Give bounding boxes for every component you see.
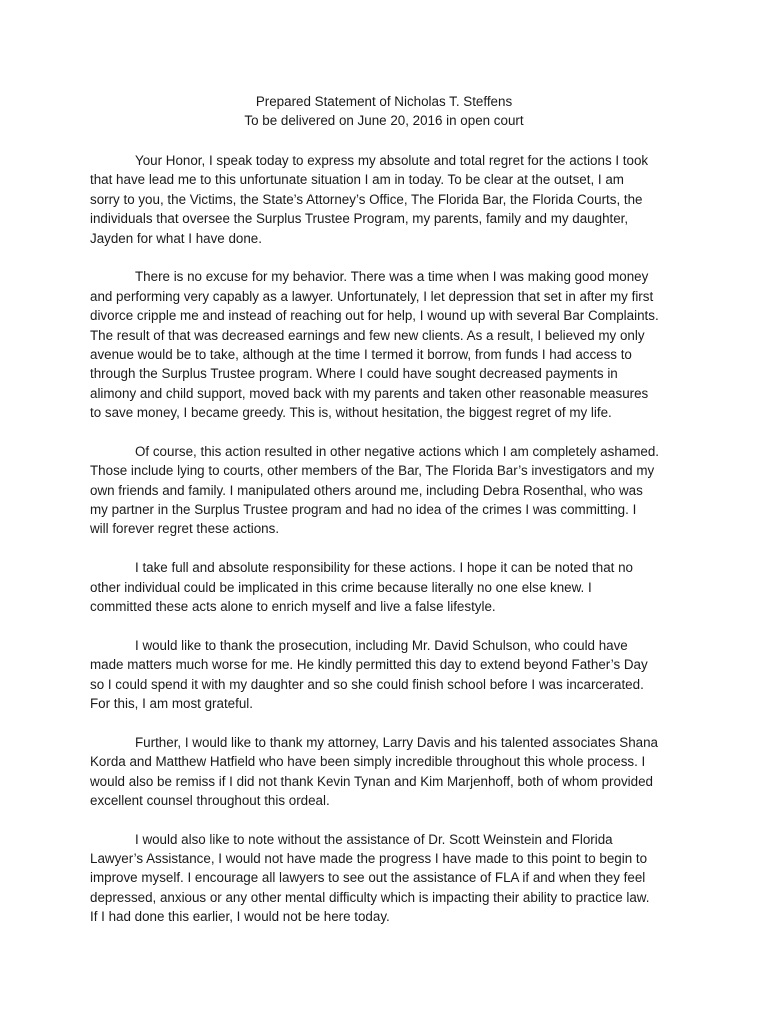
paragraph-line: Further, I would like to thank my attorney, Larry Davis and his talented associates Shana (135, 734, 658, 750)
paragraph-line: that have lead me to this unfortunate situation I am in today. To be clear at the outset, I am (90, 172, 624, 188)
paragraph-line: depressed, anxious or any other mental difficulty which is impacting their ability to practice law. (90, 889, 650, 905)
paragraph-line: Korda and Matthew Hatfield who have been simply incredible throughout this whole process. I (90, 754, 646, 770)
document-header (0, 92, 768, 131)
paragraph-line: The result of that was decreased earnings and few new clients. As a result, I believed my only (90, 327, 645, 343)
paragraph-line: would also be remiss if I did not thank Kevin Tynan and Kim Marjenhoff, both of whom provided (90, 773, 653, 789)
paragraph-line: Jayden for what I have done. (90, 230, 262, 246)
paragraph-line: own friends and family. I manipulated others around me, including Debra Rosenthal, who was (90, 482, 643, 498)
paragraph-line: I take full and absolute responsibility for these actions. I hope it can be noted that no (135, 560, 634, 576)
paragraph-line: individuals that oversee the Surplus Trustee Program, my parents, family and my daughter, (90, 211, 629, 227)
paragraph-line: For this, I am most grateful. (90, 695, 253, 711)
paragraph-line: I would also like to note without the assistance of Dr. Scott Weinstein and Florida (135, 831, 613, 847)
paragraph-line: through the Surplus Trustee program. Where I could have sought decreased payments in (90, 366, 618, 382)
paragraph-line: sorry to you, the Victims, the State’s Attorney’s Office, The Florida Bar, the Florida Courts, the (90, 191, 643, 207)
paragraph (90, 267, 690, 422)
paragraph-line: improve myself. I encourage all lawyers to see out the assistance of FLA if and when they feel (90, 870, 646, 886)
paragraph (90, 558, 690, 616)
paragraph-line: There is no excuse for my behavior. There was a time when I was making good money (135, 269, 649, 285)
paragraph (90, 442, 690, 539)
paragraph-line: so I could spend it with my daughter and so she could finish school before I was incarcerated. (90, 676, 644, 692)
document-title: Prepared Statement of Nicholas T. Steffens (255, 94, 513, 109)
document-body (90, 151, 690, 946)
paragraph-line: Those include lying to courts, other members of the Bar, The Florida Bar’s investigators and my (90, 463, 655, 479)
paragraph-line: avenue would be to take, although at the time I termed it borrow, from funds I had access to (90, 346, 632, 362)
paragraph (90, 733, 690, 811)
paragraph-line: committed these acts alone to enrich myself and live a false lifestyle. (90, 598, 496, 614)
paragraph (90, 636, 690, 714)
paragraph (90, 830, 690, 927)
paragraph (90, 151, 690, 248)
paragraph-line: divorce cripple me and instead of reaching out for help, I wound up with several Bar Complaints. (90, 308, 659, 324)
paragraph-line: made matters much worse for me. He kindly permitted this day to extend beyond Father’s Day (90, 657, 648, 673)
paragraph-line: If I had done this earlier, I would not be here today. (90, 909, 390, 925)
paragraph-line: Of course, this action resulted in other negative actions which I am completely ashamed. (135, 443, 659, 459)
paragraph-line: my partner in the Surplus Trustee program and had no idea of the crimes I was committing. I (90, 502, 637, 518)
paragraph-line: Your Honor, I speak today to express my absolute and total regret for the actions I took (135, 153, 649, 168)
paragraph-line: to save money, I became greedy. This is, without hesitation, the biggest regret of my life. (90, 405, 612, 421)
paragraph-line: I would like to thank the prosecution, including Mr. David Schulson, who could have (135, 637, 628, 653)
paragraph-line: other individual could be implicated in this crime because literally no one else knew. I (90, 579, 592, 595)
paragraph-line: will forever regret these actions. (90, 521, 280, 537)
paragraph-line: Lawyer’s Assistance, I would not have made the progress I have made to this point to begin to (90, 851, 648, 867)
paragraph-line: and performing very capably as a lawyer. Unfortunately, I let depression that set in after my first (90, 288, 654, 304)
paragraph-line: excellent counsel throughout this ordeal. (90, 792, 330, 808)
paragraph-line: alimony and child support, moved back with my parents and taken other reasonable measures (90, 385, 649, 401)
document-subtitle: To be delivered on June 20, 2016 in open court (244, 113, 524, 129)
